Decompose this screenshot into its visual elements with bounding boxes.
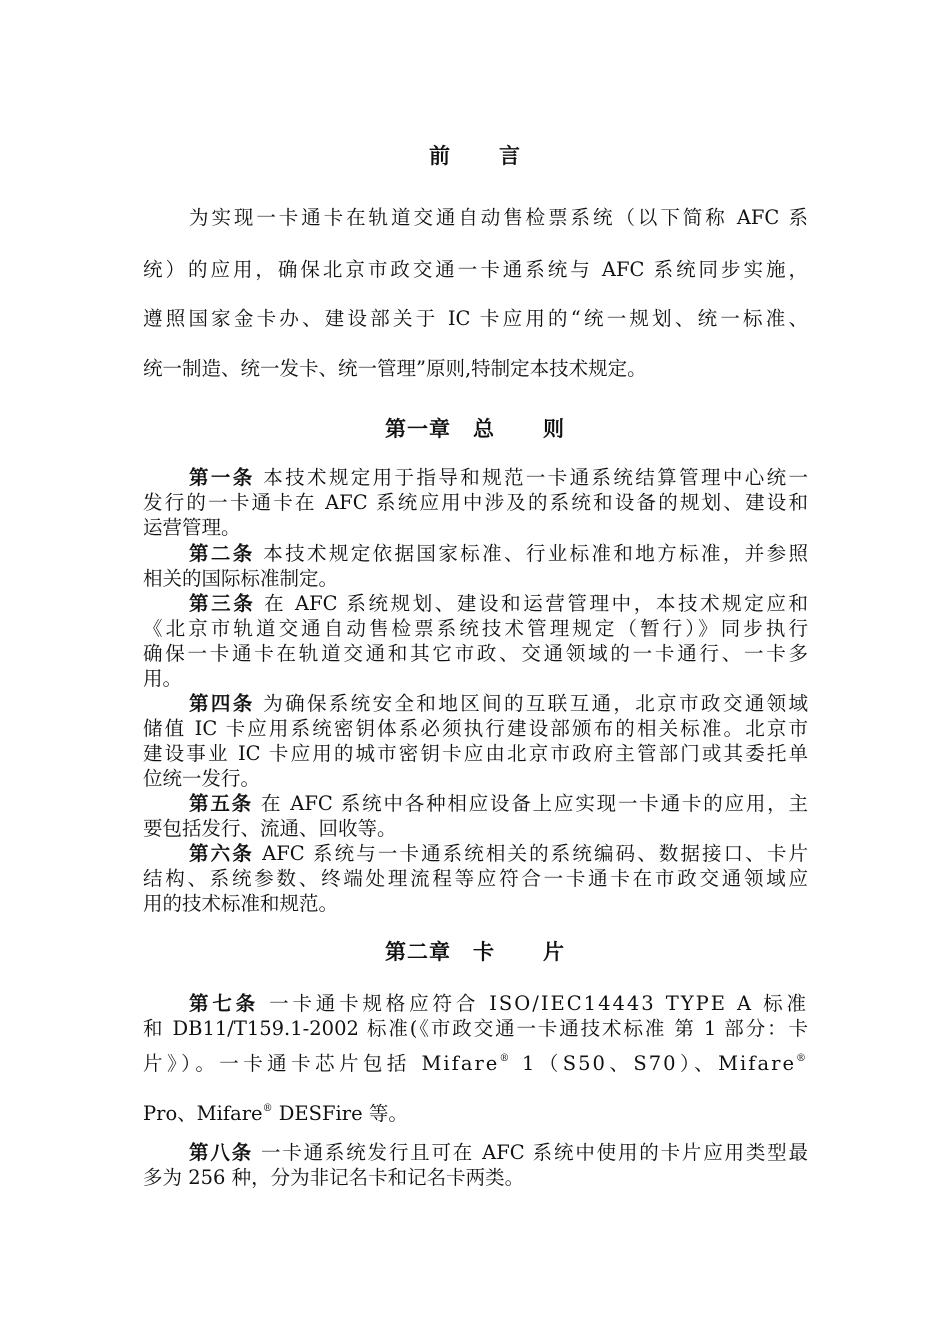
article-label: 第八条 [189,1141,253,1164]
article-7-line: 和 DB11/T159.1-2002 标准(《市政交通一卡通技术标准 第 1 部分：卡 [143,1017,808,1040]
preface-line: 遵照国家金卡办、建设部关于 IC 卡应用的“统一规划、统一标准、 [143,307,808,330]
article-1-line: 第一条 本技术规定用于指导和规范一卡通系统结算管理中心统一 [189,466,808,489]
article-6-line: 结构、系统参数、终端处理流程等应符合一卡通卡在市政交通领域应 [143,867,808,890]
article-3-line: 确保一卡通卡在轨道交通和其它市政、交通领域的一卡通行、一卡多 [143,642,808,665]
chapter2-title-char-2: 片 [543,939,565,964]
article-label: 第六条 [189,842,254,865]
preface-title-char-2: 言 [499,143,521,168]
article-4-line: 建设事业 IC 卡应用的城市密钥卡应由北京市政府主管部门或其委托单 [143,742,808,765]
preface-title-char-1: 前 [429,143,451,168]
article-label: 第七条 [189,992,260,1015]
preface-line: 统一制造、统一发卡、统一管理”原则,特制定本技术规定。 [143,357,647,380]
chapter1-title-char-2: 则 [543,416,565,441]
article-2-line: 相关的国际标准制定。 [143,567,339,590]
article-2-line: 第二条 本技术规定依据国家标准、行业标准和地方标准，并参照 [189,542,808,565]
article-4-line: 第四条 为确保系统安全和地区间的互联互通，北京市政交通领域 [189,692,808,715]
preface-line: 为实现一卡通卡在轨道交通自动售检票系统（以下简称 AFC 系 [189,206,808,229]
article-4-line: 储值 IC 卡应用系统密钥体系必须执行建设部颁布的相关标准。北京市 [143,717,808,740]
registered-mark: ® [499,1053,512,1064]
chapter2-title [0,936,950,966]
article-label: 第四条 [189,692,255,715]
article-6-line: 用的技术标准和规范。 [143,892,339,915]
registered-mark: ® [796,1053,808,1064]
article-3-line: 第三条 在 AFC 系统规划、建设和运营管理中，本技术规定应和 [189,592,808,615]
article-5-line: 第五条 在 AFC 系统中各种相应设备上应实现一卡通卡的应用，主 [189,792,808,815]
article-8-line: 第八条 一卡通系统发行且可在 AFC 系统中使用的卡片应用类型最 [189,1141,808,1164]
article-8-line: 多为 256 种，分为非记名卡和记名卡两类。 [143,1166,525,1189]
preface-line: 统）的应用，确保北京市政交通一卡通系统与 AFC 系统同步实施， [143,258,808,281]
chapter1-title [0,413,950,443]
preface-title [0,140,950,170]
article-7-line: 第七条 一卡通卡规格应符合 ISO/IEC14443 TYPE A 标准 [189,992,808,1015]
chapter1-title-char-1: 总 [473,416,495,441]
article-label: 第三条 [189,592,256,615]
article-1-line: 发行的一卡通卡在 AFC 系统应用中涉及的系统和设备的规划、建设和 [143,491,808,514]
article-label: 第一条 [189,466,255,489]
chapter2-title-char-1: 卡 [473,939,495,964]
registered-mark: ® [262,1103,273,1114]
article-6-line: 第六条 AFC 系统与一卡通系统相关的系统编码、数据接口、卡片 [189,842,808,865]
article-7-line: Pro、Mifare® DESFire 等。 [143,1102,408,1125]
article-label: 第五条 [189,792,253,815]
article-5-line: 要包括发行、流通、回收等。 [143,817,397,840]
article-label: 第二条 [189,542,255,565]
article-3-line: 《北京市轨道交通自动售检票系统技术管理规定（暂行）》同步执行 [143,617,808,640]
chapter2-number: 第二章 [385,939,451,964]
article-3-line: 用。 [143,667,183,690]
article-7-line: 片》）。一卡通卡芯片包括 Mifare® 1（S50、S70）、Mifare® [143,1052,808,1075]
chapter1-number: 第一章 [385,416,451,441]
article-4-line: 位统一发行。 [143,767,261,790]
article-1-line: 运营管理。 [143,516,241,539]
